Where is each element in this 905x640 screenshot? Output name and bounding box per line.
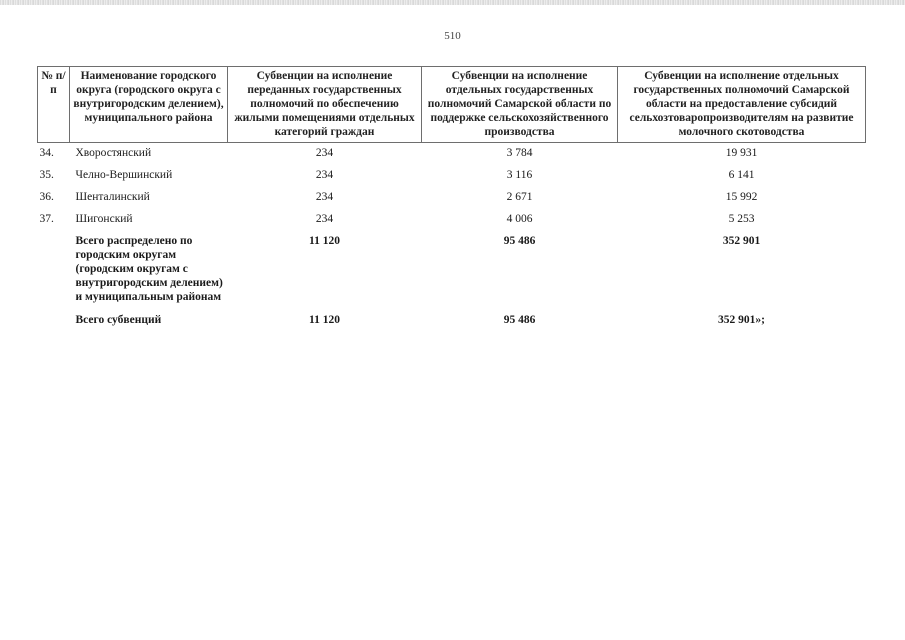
total-distributed-dairy: 352 901 bbox=[722, 235, 761, 247]
row-dairy-value: 15 992 bbox=[725, 191, 758, 203]
row-housing-value: 234 bbox=[315, 147, 334, 159]
row-number: 35. bbox=[39, 169, 54, 181]
row-housing-value: 234 bbox=[315, 169, 334, 181]
table-row bbox=[38, 187, 866, 209]
total-distributed-agriculture: 95 486 bbox=[503, 235, 536, 247]
total-subventions-agriculture: 95 486 bbox=[503, 314, 536, 326]
header-housing-subvention: Субвенции на исполнение переданных государственных полномочий по обеспечению жилыми помещениями отдельных категорий граждан bbox=[228, 67, 422, 143]
row-number-empty bbox=[38, 231, 70, 309]
row-dairy-value: 19 931 bbox=[725, 147, 758, 159]
scan-edge bbox=[0, 0, 905, 5]
row-number: 37. bbox=[39, 213, 54, 225]
table-header-row bbox=[38, 67, 866, 143]
total-distributed-label: Всего распределено по городским округам (городским округам с внутригородским делением) и муниципальным районам bbox=[75, 235, 223, 303]
header-agriculture-subvention: Субвенции на исполнение отдельных государственных полномочий Самарской области по поддержке сельскохозяйственного производства bbox=[422, 67, 618, 143]
total-distributed-housing: 11 120 bbox=[309, 235, 340, 247]
total-subventions-housing: 11 120 bbox=[309, 314, 340, 326]
row-number: 34. bbox=[39, 147, 54, 159]
row-name: Шигонский bbox=[75, 213, 133, 225]
header-dairy-subvention: Субвенции на исполнение отдельных государственных полномочий Самарской области на предоставление субсидий сельхозтоваропроизводителям на развитие молочного скотоводства bbox=[618, 67, 866, 143]
row-agriculture-value: 2 671 bbox=[506, 191, 533, 203]
table-row bbox=[38, 143, 866, 166]
row-agriculture-value: 3 784 bbox=[506, 147, 533, 159]
row-agriculture-value: 3 116 bbox=[506, 169, 533, 181]
header-number: № п/п bbox=[38, 67, 70, 143]
table-row bbox=[38, 165, 866, 187]
table-row bbox=[38, 209, 866, 231]
header-municipality: Наименование городского округа (городского округа с внутригородским делением), муниципального района bbox=[70, 67, 228, 143]
row-number-empty bbox=[38, 309, 70, 332]
total-subventions-label: Всего субвенций bbox=[75, 314, 162, 326]
row-housing-value: 234 bbox=[315, 191, 334, 203]
row-name: Хворостянский bbox=[75, 147, 152, 159]
row-dairy-value: 5 253 bbox=[728, 213, 755, 225]
total-subventions-row bbox=[38, 309, 866, 332]
total-distributed-row bbox=[38, 231, 866, 309]
row-name: Шенталинский bbox=[75, 191, 150, 203]
row-agriculture-value: 4 006 bbox=[506, 213, 533, 225]
row-dairy-value: 6 141 bbox=[728, 169, 755, 181]
subventions-table bbox=[37, 66, 866, 332]
page-number: 510 bbox=[444, 30, 461, 42]
row-housing-value: 234 bbox=[315, 213, 334, 225]
row-number: 36. bbox=[39, 191, 54, 203]
total-subventions-dairy: 352 901»; bbox=[718, 314, 765, 326]
row-name: Челно-Вершинский bbox=[75, 169, 173, 181]
